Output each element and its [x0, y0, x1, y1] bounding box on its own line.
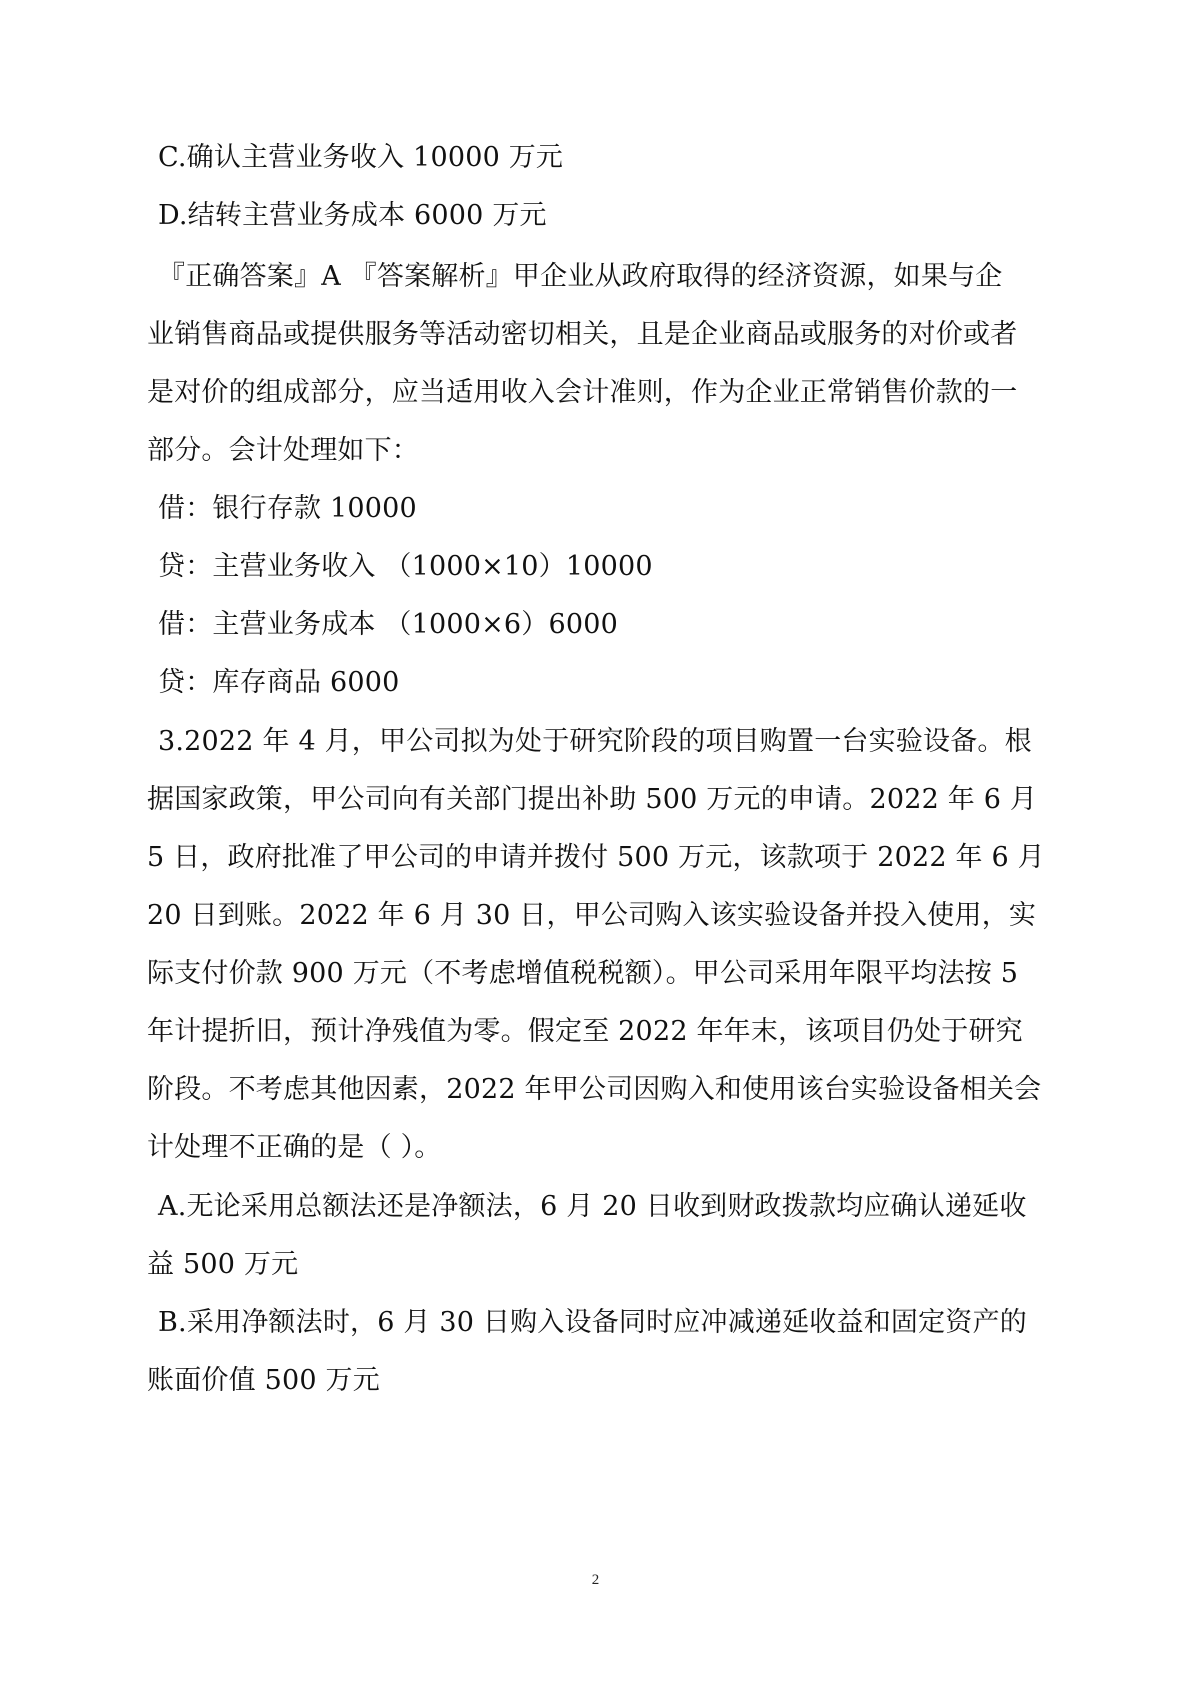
option-b-line-1: B.采用净额法时，6 月 30 日购入设备同时应冲减递延收益和固定资产的	[158, 1307, 1027, 1338]
page-number: 2	[591, 1572, 600, 1588]
question-line-7: 阶段。不考虑其他因素，2022 年甲公司因购入和使用该台实验设备相关会	[147, 1074, 1042, 1105]
option-a-line-2: 益 500 万元	[147, 1249, 299, 1280]
answer-line-4: 部分。会计处理如下：	[147, 435, 419, 466]
entry-debit-cost: 借：主营业务成本 （1000×6）6000	[158, 609, 619, 640]
answer-line-1: 『正确答案』A 『答案解析』甲企业从政府取得的经济资源，如果与企	[158, 261, 1003, 292]
question-line-2: 据国家政策，甲公司向有关部门提出补助 500 万元的申请。2022 年 6 月	[147, 784, 1038, 815]
option-b-line-2: 账面价值 500 万元	[147, 1365, 380, 1396]
question-line-6: 年计提折旧，预计净残值为零。假定至 2022 年年末，该项目仍处于研究	[147, 1016, 1023, 1047]
question-line-5: 际支付价款 900 万元（不考虑增值税税额）。甲公司采用年限平均法按 5	[147, 958, 1019, 989]
entry-credit-revenue: 贷：主营业务收入 （1000×10）10000	[158, 551, 653, 582]
option-d: D.结转主营业务成本 6000 万元	[158, 200, 547, 231]
answer-line-3: 是对价的组成部分，应当适用收入会计准则，作为企业正常销售价款的一	[147, 377, 1018, 408]
question-line-4: 20 日到账。2022 年 6 月 30 日，甲公司购入该实验设备并投入使用，实	[147, 900, 1037, 931]
option-a-line-1: A.无论采用总额法还是净额法，6 月 20 日收到财政拨款均应确认递延收	[158, 1191, 1027, 1222]
answer-line-2: 业销售商品或提供服务等活动密切相关，且是企业商品或服务的对价或者	[147, 319, 1018, 350]
question-line-8: 计处理不正确的是（ ）。	[147, 1132, 442, 1163]
option-c: C.确认主营业务收入 10000 万元	[158, 142, 564, 173]
question-line-1: 3.2022 年 4 月，甲公司拟为处于研究阶段的项目购置一台实验设备。根	[158, 726, 1032, 757]
entry-debit-bank: 借：银行存款 10000	[158, 493, 417, 524]
question-line-3: 5 日，政府批准了甲公司的申请并拨付 500 万元，该款项于 2022 年 6 月	[147, 842, 1045, 873]
entry-credit-inventory: 贷：库存商品 6000	[158, 667, 400, 698]
